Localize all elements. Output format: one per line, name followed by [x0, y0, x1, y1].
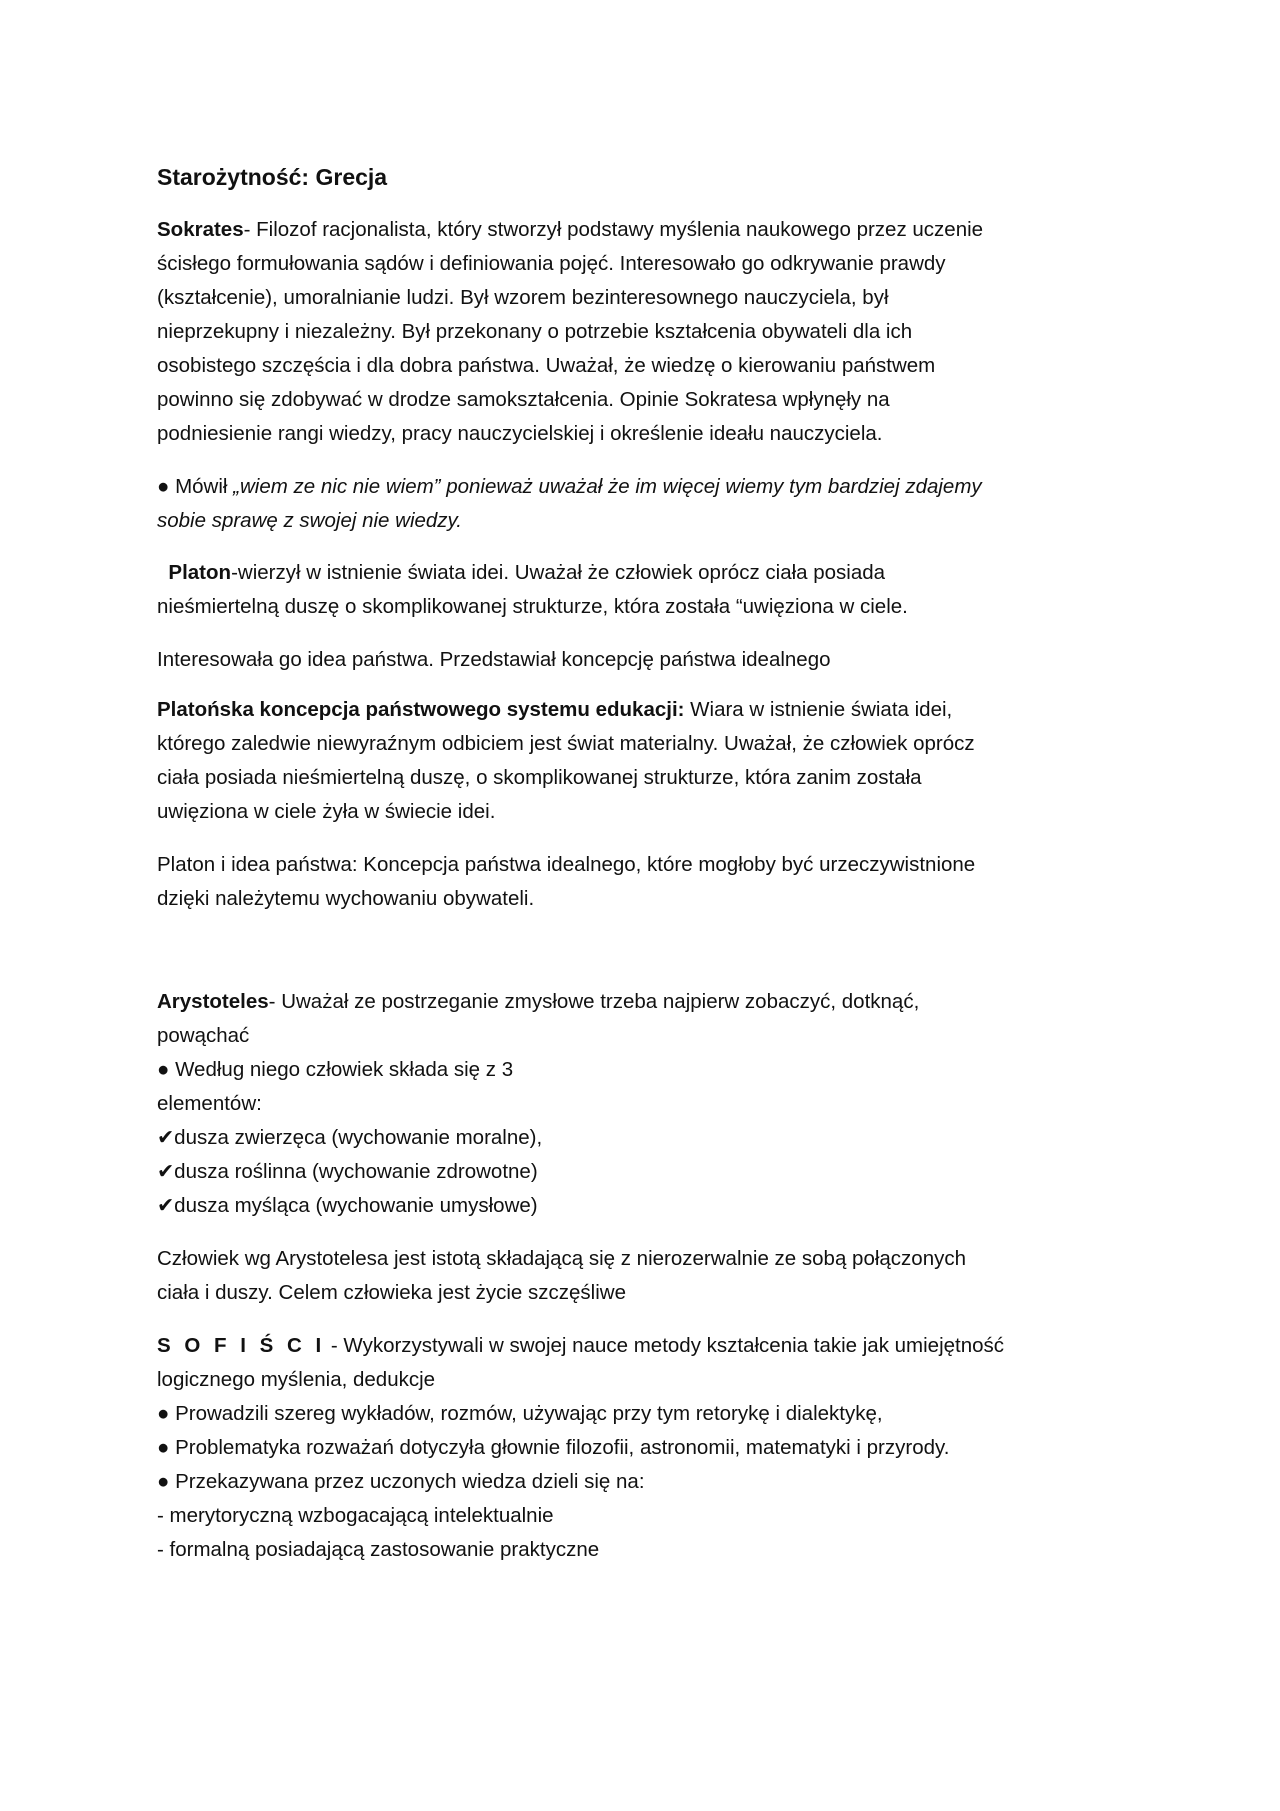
sofisci-name: S O F I Ś C I: [157, 1334, 326, 1357]
text-line: Platon i idea państwa: Koncepcja państwa idealnego, które mogłoby być urzeczywistnione: [157, 853, 976, 876]
text-line: nieśmiertelną duszę o skomplikowanej strukturze, która została “uwięziona w ciele.: [157, 595, 908, 618]
text-line: dzięki należytemu wychowaniu obywateli.: [157, 887, 535, 910]
check-item: ✔dusza roślinna (wychowanie zdrowotne): [157, 1160, 538, 1183]
bullet-item: ● Problematyka rozważań dotyczyła głownie filozofii, astronomii, matematyki i przyrody.: [157, 1436, 950, 1459]
text-line: (kształcenie), umoralnianie ludzi. Był wzorem bezinteresownego nauczyciela, był: [157, 286, 889, 309]
arystoteles-name: Arystoteles: [157, 990, 269, 1013]
text-line: elementów:: [157, 1092, 262, 1115]
sokrates-quote: [157, 470, 1137, 538]
text-line: powąchać: [157, 1024, 250, 1047]
text-line: nieprzekupny i niezależny. Był przekonany o potrzebie kształcenia obywateli dla ich: [157, 320, 913, 343]
text-line: -wierzył w istnienie świata idei. Uważał że człowiek oprócz ciała posiada: [231, 561, 886, 584]
text-line: - Wykorzystywali w swojej nauce metody kształcenia takie jak umiejętność: [325, 1334, 1005, 1357]
text-line: uwięziona w ciele żyła w świecie idei.: [157, 800, 496, 823]
platon-paragraph: [157, 556, 1137, 624]
quote-text: sobie sprawę z swojej nie wiedzy.: [157, 509, 462, 532]
bullet-item: ● Przekazywana przez uczonych wiedza dzieli się na:: [157, 1470, 645, 1493]
check-item: ✔dusza myśląca (wychowanie umysłowe): [157, 1194, 538, 1217]
text-line: którego zaledwie niewyraźnym odbiciem jest świat materialny. Uważał, że człowiek oprócz: [157, 732, 975, 755]
text-line: podniesienie rangi wiedzy, pracy nauczycielskiej i określenie ideału nauczyciela.: [157, 422, 883, 445]
arystoteles-paragraph: [157, 985, 1137, 1223]
dash-item: - formalną posiadającą zastosowanie praktyczne: [157, 1538, 600, 1561]
text-line: - Uważał ze postrzeganie zmysłowe trzeba najpierw zobaczyć, dotknąć,: [268, 990, 920, 1013]
text-line: ciała posiada nieśmiertelną duszę, o skomplikowanej strukturze, która zanim została: [157, 766, 922, 789]
concept-heading: Platońska koncepcja państwowego systemu edukacji:: [157, 698, 685, 721]
arystoteles-summary: [157, 1242, 1137, 1310]
dash-item: - merytoryczną wzbogacającą intelektualnie: [157, 1504, 554, 1527]
text-line: ciała i duszy. Celem człowieka jest życie szczęśliwe: [157, 1281, 626, 1304]
text-line: Wiara w istnienie świata idei,: [684, 698, 953, 721]
text-line: Człowiek wg Arystotelesa jest istotą składającą się z nierozerwalnie ze sobą połączonych: [157, 1247, 967, 1270]
platon-concept: [157, 693, 1137, 829]
quote-text: „wiem ze nic nie wiem” ponieważ uważał że im więcej wiemy tym bardziej zdajemy: [233, 475, 982, 498]
sofisci-paragraph: [157, 1329, 1137, 1567]
text-line: powinno się zdobywać w drodze samokształcenia. Opinie Sokratesa wpłynęły na: [157, 388, 890, 411]
platon-name: Platon: [168, 561, 232, 584]
check-item: ✔dusza zwierzęca (wychowanie moralne),: [157, 1126, 543, 1149]
text-line: ścisłego formułowania sądów i definiowania pojęć. Interesowało go odkrywanie prawdy: [157, 252, 946, 275]
sokrates-name: Sokrates: [157, 218, 244, 241]
text-line: osobistego szczęścia i dla dobra państwa. Uważał, że wiedzę o kierowaniu państwem: [157, 354, 936, 377]
bullet-item: ● Według niego człowiek składa się z 3: [157, 1058, 514, 1081]
text-line: - Filozof racjonalista, który stworzył podstawy myślenia naukowego przez uczenie: [243, 218, 984, 241]
sokrates-paragraph: [157, 213, 1137, 451]
text-line: logicznego myślenia, dedukcje: [157, 1368, 436, 1391]
page-title: Starożytność: Grecja: [157, 164, 388, 190]
bullet-text: ● Mówił: [157, 475, 234, 498]
bullet-item: ● Prowadzili szereg wykładów, rozmów, używając przy tym retorykę i dialektykę,: [157, 1402, 883, 1425]
platon-state: [157, 848, 1137, 916]
platon-interest: Interesowała go idea państwa. Przedstawiał koncepcję państwa idealnego: [157, 648, 831, 671]
